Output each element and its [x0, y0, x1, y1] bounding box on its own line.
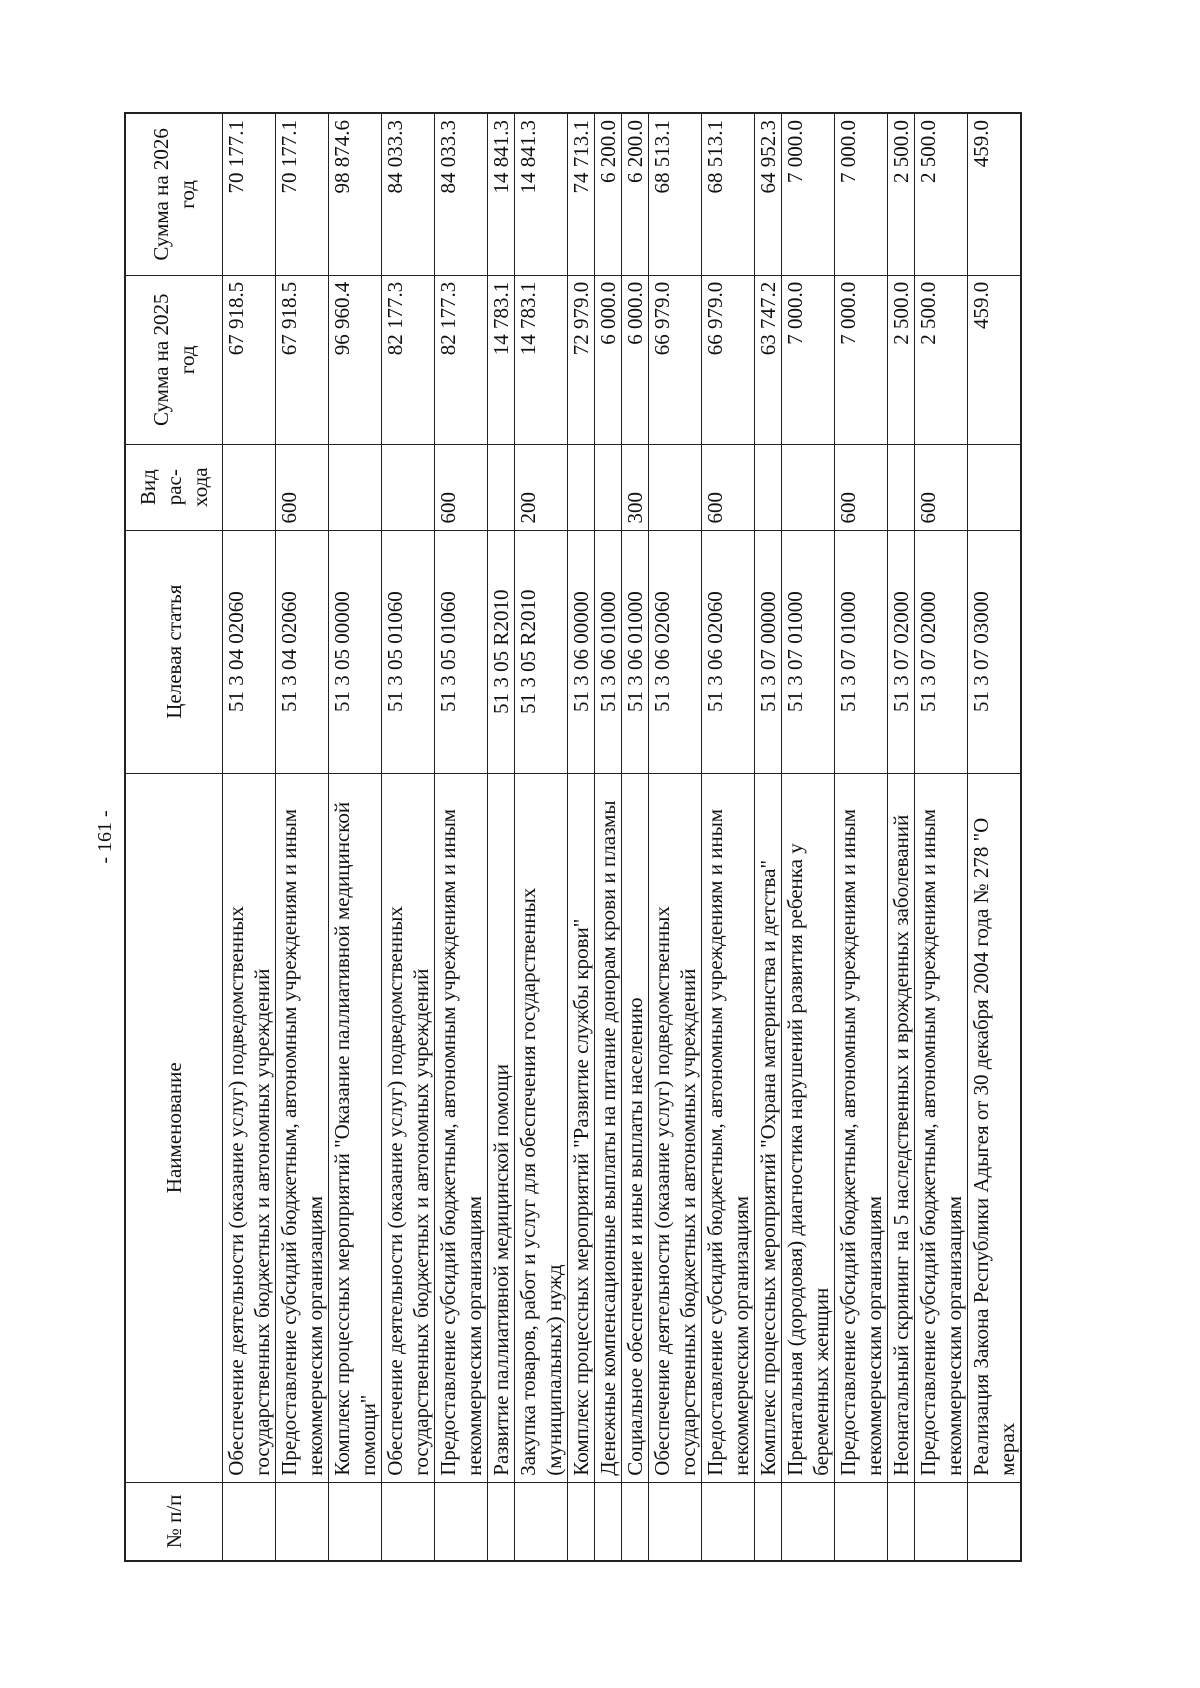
cell-sum2026: 7 000.0 [835, 113, 888, 275]
table-row [888, 113, 915, 1561]
cell-sum2026: 74 713.1 [568, 113, 595, 275]
cell-name: Предоставление субсидий бюджетным, автономным учреждениям и иным некоммерческим организациям [435, 773, 488, 1482]
table-row [595, 113, 622, 1561]
cell-sum2025: 63 747.2 [755, 275, 782, 444]
cell-sum2025: 66 979.0 [649, 275, 702, 444]
table-row [568, 113, 595, 1561]
cell-type [968, 444, 1022, 530]
cell-code: 51 3 05 01060 [382, 530, 435, 773]
cell-sum2026: 7 000.0 [782, 113, 835, 275]
cell-code: 51 3 07 01000 [782, 530, 835, 773]
cell-sum2026: 70 177.1 [276, 113, 329, 275]
cell-code: 51 3 06 00000 [568, 530, 595, 773]
cell-num [435, 1482, 488, 1561]
cell-type: 300 [622, 444, 649, 530]
cell-sum2025: 7 000.0 [782, 275, 835, 444]
cell-sum2025: 67 918.5 [223, 275, 276, 444]
cell-sum2026: 64 952.3 [755, 113, 782, 275]
cell-sum2026: 84 033.3 [382, 113, 435, 275]
cell-code: 51 3 04 02060 [276, 530, 329, 773]
cell-type: 600 [435, 444, 488, 530]
cell-sum2025: 2 500.0 [888, 275, 915, 444]
cell-code: 51 3 04 02060 [223, 530, 276, 773]
cell-code: 51 3 06 02060 [649, 530, 702, 773]
cell-sum2026: 6 200.0 [595, 113, 622, 275]
cell-num [329, 1482, 382, 1561]
cell-name: Денежные компенсационные выплаты на питание донорам крови и плазмы [595, 773, 622, 1482]
header-sum2026: Сумма на 2026 год [125, 113, 223, 275]
cell-num [622, 1482, 649, 1561]
cell-sum2026: 70 177.1 [223, 113, 276, 275]
table-row [702, 113, 755, 1561]
cell-sum2026: 68 513.1 [649, 113, 702, 275]
table-row [755, 113, 782, 1561]
cell-code: 51 3 06 02060 [702, 530, 755, 773]
cell-num [515, 1482, 568, 1561]
table-header-row [125, 113, 223, 1561]
cell-type [649, 444, 702, 530]
cell-name: Комплекс процессных мероприятий "Развитие службы крови" [568, 773, 595, 1482]
cell-code: 51 3 07 00000 [755, 530, 782, 773]
cell-num [915, 1482, 968, 1561]
cell-name: Предоставление субсидий бюджетным, автономным учреждениям и иным некоммерческим организациям [702, 773, 755, 1482]
table-row [488, 113, 515, 1561]
cell-num [968, 1482, 1022, 1561]
cell-name: Развитие паллиативной медицинской помощи [488, 773, 515, 1482]
cell-type [568, 444, 595, 530]
cell-type [223, 444, 276, 530]
cell-type [782, 444, 835, 530]
cell-num [488, 1482, 515, 1561]
cell-name: Социальное обеспечение и иные выплаты населению [622, 773, 649, 1482]
cell-name: Комплекс процессных мероприятий "Оказание паллиативной медицинской помощи" [329, 773, 382, 1482]
table-row [649, 113, 702, 1561]
cell-sum2025: 96 960.4 [329, 275, 382, 444]
cell-code: 51 3 07 02000 [888, 530, 915, 773]
header-type: Вид рас- хода [125, 444, 223, 530]
cell-num [835, 1482, 888, 1561]
cell-type [595, 444, 622, 530]
cell-code: 51 3 06 01000 [595, 530, 622, 773]
cell-code: 51 3 05 01060 [435, 530, 488, 773]
cell-sum2026: 6 200.0 [622, 113, 649, 275]
cell-num [382, 1482, 435, 1561]
cell-name: Реализация Закона Республики Адыгея от 30 декабря 2004 года № 278 "О мерах [968, 773, 1022, 1482]
table-row [435, 113, 488, 1561]
cell-sum2026: 459.0 [968, 113, 1022, 275]
cell-code: 51 3 05 R2010 [488, 530, 515, 773]
cell-sum2025: 66 979.0 [702, 275, 755, 444]
cell-sum2025: 67 918.5 [276, 275, 329, 444]
cell-type: 600 [702, 444, 755, 530]
rotated-page [94, 112, 1084, 1562]
cell-name: Закупка товаров, работ и услуг для обеспечения государственных (муниципальных) нужд [515, 773, 568, 1482]
cell-sum2026: 84 033.3 [435, 113, 488, 275]
cell-code: 51 3 07 02000 [915, 530, 968, 773]
cell-num [223, 1482, 276, 1561]
cell-num [568, 1482, 595, 1561]
cell-sum2026: 2 500.0 [888, 113, 915, 275]
cell-num [755, 1482, 782, 1561]
cell-sum2025: 82 177.3 [435, 275, 488, 444]
cell-name: Пренатальная (дородовая) диагностика нарушений развития ребенка у беременных женщин [782, 773, 835, 1482]
cell-name: Неонатальный скрининг на 5 наследственных и врожденных заболеваний [888, 773, 915, 1482]
table-row [782, 113, 835, 1561]
cell-sum2026: 68 513.1 [702, 113, 755, 275]
cell-sum2025: 82 177.3 [382, 275, 435, 444]
cell-sum2026: 2 500.0 [915, 113, 968, 275]
header-sum2025: Сумма на 2025 год [125, 275, 223, 444]
cell-sum2025: 459.0 [968, 275, 1022, 444]
cell-num [276, 1482, 329, 1561]
cell-sum2026: 14 841.3 [515, 113, 568, 275]
cell-name: Обеспечение деятельности (оказание услуг) подведомственных государственных бюджетных и автономных учреждений [382, 773, 435, 1482]
table-row [968, 113, 1022, 1561]
cell-num [649, 1482, 702, 1561]
cell-name: Предоставление субсидий бюджетным, автономным учреждениям и иным некоммерческим организациям [835, 773, 888, 1482]
cell-type [888, 444, 915, 530]
cell-code: 51 3 05 00000 [329, 530, 382, 773]
table-row [382, 113, 435, 1561]
page-number: - 161 - [94, 810, 116, 864]
cell-sum2025: 6 000.0 [622, 275, 649, 444]
table-row [329, 113, 382, 1561]
cell-name: Предоставление субсидий бюджетным, автономным учреждениям и иным некоммерческим организациям [276, 773, 329, 1482]
cell-type: 600 [835, 444, 888, 530]
cell-sum2025: 72 979.0 [568, 275, 595, 444]
cell-type [488, 444, 515, 530]
table-row [835, 113, 888, 1561]
table-row [622, 113, 649, 1561]
table-row [223, 113, 276, 1561]
cell-sum2025: 2 500.0 [915, 275, 968, 444]
header-num: № п/п [125, 1482, 223, 1561]
cell-code: 51 3 07 03000 [968, 530, 1022, 773]
budget-table [124, 112, 1022, 1562]
cell-num [888, 1482, 915, 1561]
cell-type [382, 444, 435, 530]
cell-name: Обеспечение деятельности (оказание услуг) подведомственных государственных бюджетных и автономных учреждений [649, 773, 702, 1482]
table-row [276, 113, 329, 1561]
cell-type [329, 444, 382, 530]
table-row [915, 113, 968, 1561]
cell-num [595, 1482, 622, 1561]
cell-sum2025: 6 000.0 [595, 275, 622, 444]
cell-sum2026: 98 874.6 [329, 113, 382, 275]
cell-num [702, 1482, 755, 1561]
cell-name: Обеспечение деятельности (оказание услуг) подведомственных государственных бюджетных и автономных учреждений [223, 773, 276, 1482]
cell-sum2025: 7 000.0 [835, 275, 888, 444]
header-name: Наименование [125, 773, 223, 1482]
cell-num [782, 1482, 835, 1561]
cell-sum2026: 14 841.3 [488, 113, 515, 275]
cell-sum2025: 14 783.1 [515, 275, 568, 444]
cell-name: Предоставление субсидий бюджетным, автономным учреждениям и иным некоммерческим организациям [915, 773, 968, 1482]
cell-type: 600 [276, 444, 329, 530]
cell-type: 600 [915, 444, 968, 530]
cell-sum2025: 14 783.1 [488, 275, 515, 444]
cell-type [755, 444, 782, 530]
cell-name: Комплекс процессных мероприятий "Охрана материнства и детства" [755, 773, 782, 1482]
cell-type: 200 [515, 444, 568, 530]
header-code: Целевая статья [125, 530, 223, 773]
cell-code: 51 3 07 01000 [835, 530, 888, 773]
table-body [223, 113, 1022, 1561]
cell-code: 51 3 05 R2010 [515, 530, 568, 773]
cell-code: 51 3 06 01000 [622, 530, 649, 773]
table-row [515, 113, 568, 1561]
